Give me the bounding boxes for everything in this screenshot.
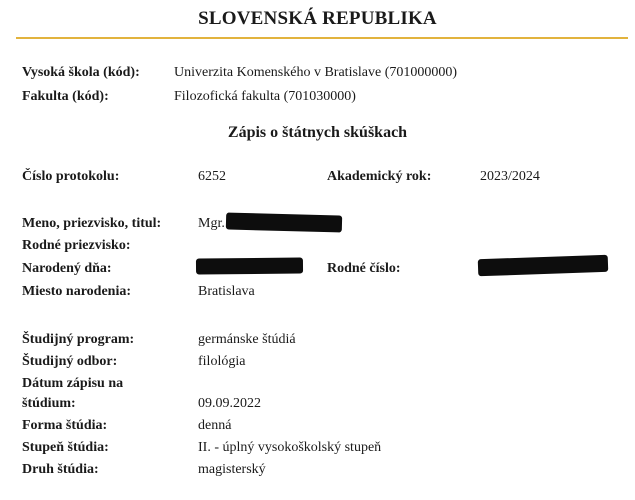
enroll-date-value: 09.09.2022: [198, 396, 261, 411]
study-field-label: Študijný odbor:: [22, 354, 118, 369]
study-degree-label: Stupeň štúdia:: [22, 440, 109, 455]
protocol-value: 6252: [198, 169, 226, 184]
birth-number-label: Rodné číslo:: [327, 261, 401, 276]
study-form-value: denná: [198, 418, 232, 433]
header-divider: [16, 37, 628, 39]
academic-year-label: Akademický rok:: [327, 169, 432, 184]
faculty-value: Filozofická fakulta (701030000): [174, 89, 356, 104]
study-type-value: magisterský: [198, 462, 266, 477]
academic-year-value: 2023/2024: [480, 169, 540, 184]
section-title: Zápis o štátnych skúškach: [227, 124, 408, 141]
name-label: Meno, priezvisko, titul:: [22, 216, 162, 231]
school-label: Vysoká škola (kód):: [22, 65, 140, 80]
school-value: Univerzita Komenského v Bratislave (701000000): [174, 65, 458, 80]
faculty-label: Fakulta (kód):: [22, 89, 109, 104]
document-title: SLOVENSKÁ REPUBLIKA: [198, 8, 437, 29]
born-date-redaction: [196, 258, 303, 275]
birthplace-value: Bratislava: [198, 284, 255, 299]
study-form-label: Forma štúdia:: [22, 418, 108, 433]
study-program-value: germánske štúdiá: [198, 332, 296, 347]
protocol-label: Číslo protokolu:: [22, 169, 120, 184]
birth-surname-label: Rodné priezvisko:: [22, 238, 131, 253]
name-title-value: Mgr.: [198, 216, 225, 231]
study-degree-value: II. - úplný vysokoškolský stupeň: [198, 440, 382, 455]
enroll-date-label-line2: štúdium:: [22, 396, 76, 411]
birth-number-redaction: [478, 255, 609, 277]
study-field-value: filológia: [198, 354, 246, 369]
born-date-label: Narodený dňa:: [22, 261, 112, 276]
study-program-label: Študijný program:: [22, 332, 135, 347]
study-type-label: Druh štúdia:: [22, 462, 99, 477]
enroll-date-label-line1: Dátum zápisu na: [22, 376, 124, 391]
birthplace-label: Miesto narodenia:: [22, 284, 132, 299]
name-redaction: [226, 212, 342, 232]
